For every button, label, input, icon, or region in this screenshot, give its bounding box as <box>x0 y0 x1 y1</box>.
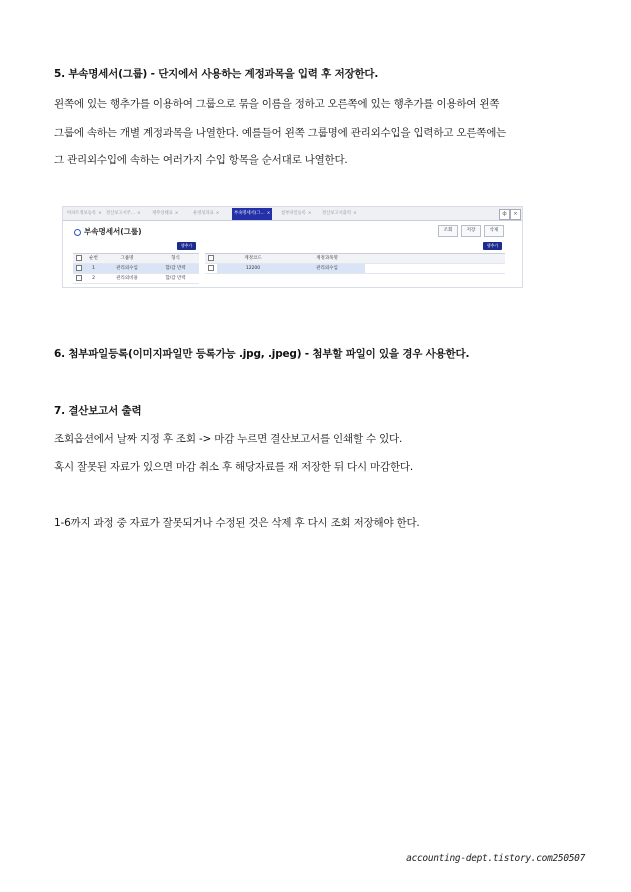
circle-icon <box>74 229 81 236</box>
tab-sub-statement-group[interactable]: 부속명세서(그... × <box>232 208 272 220</box>
window-close-icon[interactable]: × <box>510 209 521 220</box>
embedded-screenshot <box>62 206 523 288</box>
close-icon[interactable]: × <box>174 211 179 216</box>
select-all-checkbox[interactable] <box>76 255 82 261</box>
tab-report-print[interactable]: 결산보고서출력 × <box>322 211 357 216</box>
pin-icon[interactable]: ф <box>499 209 510 220</box>
format-cell[interactable]: 합/감 만력 <box>165 276 186 281</box>
column-header: 순번 <box>89 256 98 261</box>
tab-attachment[interactable]: 첨부파일등록 × <box>281 211 312 216</box>
close-icon[interactable]: × <box>215 211 220 216</box>
footer-signature: accounting-dept.tistory.com250507 <box>406 853 585 864</box>
select-all-checkbox[interactable] <box>208 255 214 261</box>
section5-line-2: 그룹에 속하는 개별 계정과목을 나열한다. 예를들어 왼쪽 그룹명에 관리외수입을 입력하고 오른쪽에는 <box>54 127 507 139</box>
right-add-row-button[interactable]: 행추가 <box>483 242 502 250</box>
tab-bar <box>63 207 522 221</box>
left-group-grid <box>73 253 199 288</box>
row-checkbox[interactable] <box>76 265 82 271</box>
column-header: 형식 <box>171 256 180 261</box>
tab-balance-sheet[interactable]: 재무상태표 × <box>152 211 179 216</box>
section5-title: 5. 부속명세서(그룹) - 단지에서 사용하는 계정과목을 입력 후 저장한다. <box>54 68 379 80</box>
column-header: 계정코드 <box>244 256 262 261</box>
table-row[interactable] <box>73 274 199 284</box>
right-account-grid <box>205 253 505 288</box>
row-number: 2 <box>92 276 95 281</box>
table-header-row <box>205 254 505 264</box>
tab-report-main[interactable]: 결산보고서주... × <box>106 211 141 216</box>
row-checkbox[interactable] <box>76 275 82 281</box>
table-header-row <box>73 254 199 264</box>
left-add-row-button[interactable]: 행추가 <box>177 242 196 250</box>
table-row[interactable] <box>205 264 505 274</box>
save-button[interactable]: 저장 <box>461 225 481 237</box>
group-name-cell[interactable]: 관리외수입 <box>116 266 138 271</box>
table-row[interactable] <box>73 264 199 274</box>
section6-title: 6. 첨부파일등록(이미지파일만 등록가능 .jpg, .jpeg) - 첨부할 파일이 있을 경우 사용한다. <box>54 348 470 360</box>
section5-line-1: 왼쪽에 있는 행추가를 이용하여 그룹으로 묶을 이름을 정하고 오른쪽에 있는 행추가를 이용하여 왼쪽 <box>54 98 500 110</box>
closing-note: 1-6까지 과정 중 자료가 잘못되거나 수정된 것은 삭제 후 다시 조회 저장해야 한다. <box>54 517 420 529</box>
close-icon[interactable]: × <box>353 211 357 216</box>
section7-line-1: 조회옵션에서 날짜 지정 후 조회 -> 마감 누르면 결산보고서를 인쇄할 수 있다. <box>54 433 403 445</box>
group-name-cell[interactable]: 관리외비용 <box>116 276 138 281</box>
account-code-cell[interactable]: 12200 <box>245 266 261 271</box>
close-icon[interactable]: × <box>137 211 141 216</box>
close-icon[interactable]: × <box>307 211 312 216</box>
account-name-cell[interactable]: 관리외수입 <box>316 266 338 271</box>
section7-title: 7. 결산보고서 출력 <box>54 405 142 417</box>
search-button[interactable]: 조회 <box>438 225 458 237</box>
tab-operation-result[interactable]: 운영성과표 × <box>193 211 220 216</box>
tab-apartment-info[interactable]: 아파트정보등록 × <box>67 211 102 216</box>
section7-line-2: 혹시 잘못된 자료가 있으면 마감 취소 후 해당자료를 재 저장한 뒤 다시 마감한다. <box>54 461 413 473</box>
delete-button[interactable]: 삭제 <box>484 225 504 237</box>
section5-line-3: 그 관리외수입에 속하는 여러가지 수입 항목을 순서대로 나열한다. <box>54 154 348 166</box>
row-checkbox[interactable] <box>208 265 214 271</box>
format-cell[interactable]: 합/감 만력 <box>165 266 186 271</box>
column-header: 그룹명 <box>120 256 134 261</box>
row-number: 1 <box>92 266 95 271</box>
page-title: 부속명세서(그룹) <box>74 226 142 237</box>
close-icon[interactable]: × <box>98 211 102 216</box>
close-icon[interactable]: × <box>266 211 271 216</box>
column-header: 계정과목명 <box>316 256 338 261</box>
